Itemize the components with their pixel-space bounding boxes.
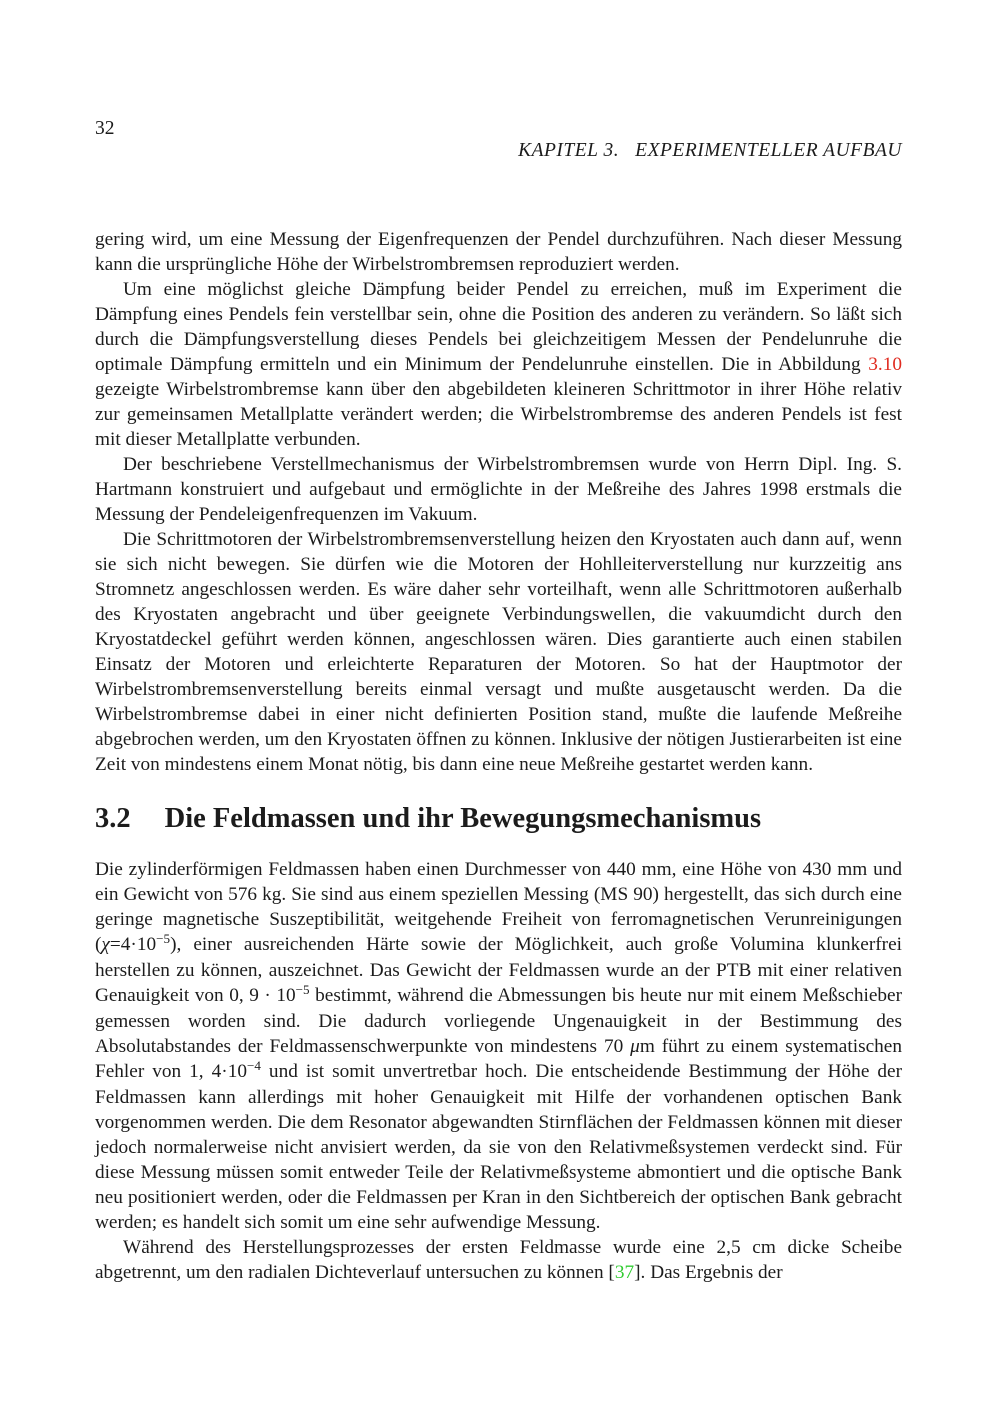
paragraph (95, 227, 902, 277)
superscript-exponent: −5 (295, 981, 310, 997)
paragraph (95, 857, 902, 1235)
text-run: Der beschriebene Verstellmechanismus der Wirbelstrombremsen wurde von Herrn Dipl. Ing. S. Hartmann konstruiert und aufgebaut und ermöglichte in der Meßreihe des Jahres 1998 erstmals die Messung der Pendeleigenfrequenzen im Vakuum. (95, 454, 902, 525)
section-heading (95, 801, 902, 837)
paragraph (95, 527, 902, 777)
text-run: Um eine möglichst gleiche Dämpfung beider Pendel zu erreichen, muß im Experiment die Dämpfung eines Pendels fein verstellbar sein, ohne die Position des anderen zu verändern. So läßt sich durch die Dämpfungsverstellung dieses Pendels bei gleichzeitigem Messen der Pendelunruhe die optimale Dämpfung ermitteln und ein Minimum der Pendelunruhe einstellen. Die in Abbildung (95, 279, 902, 375)
text-run: Die Schrittmotoren der Wirbelstrombremsenverstellung heizen den Kryostaten auch dann auf, wenn sie sich nicht bewegen. Sie dürfen wie die Motoren der Hohlleiterverstellung nur kurzzeitig ans Stromnetz angeschlossen werden. Es wäre daher sehr vorteilhaft, wenn alle Schrittmotoren außerhalb des Kryostaten angebracht und über geeignete Verbindungswellen, die vakuumdicht durch den Kryostatdeckel geführt werden können, angeschlossen wären. Dies garantierte auch einen stabilen Einsatz der Motoren und erleichterte Reparaturen der Motoren. So hat der Hauptmotor der Wirbelstrombremsenverstellung bereits einmal versagt und mußte ausgetauscht werden. Da die Wirbelstrombremse dabei in einer nicht definierten Position stand, mußte die laufende Meßreihe abgebrochen werden, um den Kryostaten öffnen zu können. Inklusive der nötigen Justierarbeiten ist eine Zeit von mindestens einem Monat nötig, bis dann eine neue Meßreihe gestartet werden kann. (95, 529, 902, 775)
text-run: Die zylinderförmigen Feldmassen haben einen Durchmesser von 440 mm, eine Höhe von 430 mm und ein Gewicht von 576 kg. Sie sind aus einem speziellen Messing (MS 90) hergestellt, das sich durch eine geringe magnetische Suszeptibilität, weitgehende Freiheit von ferromagnetischen Verunreinigungen ( (95, 859, 902, 955)
math-variable: μ (630, 1036, 640, 1057)
text-run: ]. Das Ergebnis der (634, 1262, 783, 1283)
text-run: Während des Herstellungsprozesses der ersten Feldmasse wurde eine 2,5 cm dicke Scheibe abgetrennt, um den radialen Dichteverlauf untersuchen zu können [ (95, 1237, 902, 1283)
text-run: bestimmt, während die Abmessungen bis heute nur mit einem Meßschieber gemessen worden sind. Die dadurch vorliegende Ungenauigkeit in der Bestimmung des Absolutabstandes der Feldmassenschwerpunkte von mindestens 70 (95, 985, 903, 1057)
paragraph (95, 277, 902, 452)
math-variable: χ (101, 934, 110, 955)
paragraph-group-top (95, 227, 902, 777)
section-number: 3.2 (95, 803, 131, 834)
text-run: und ist somit unvertretbar hoch. Die entscheidende Bestimmung der Höhe der Feldmassen kann allerdings mit hoher Genauigkeit mit Hilfe der vorhandenen optischen Bank vorgenommen werden. Die dem Resonator abgewandten Stirnflächen der Feldmassen können mit dieser jedoch normalerweise nicht anvisiert werden, da sie von den Relativmeßsystemen verdeckt sind. Für diese Messung müssen somit entweder Teile der Relativmeßsysteme abmontiert und die optische Bank neu positioniert werden, oder die Feldmassen per Kran in den Sichtbereich der optischen Bank gebracht werden; es handelt sich somit um eine sehr aufwendige Messung. (95, 1061, 903, 1233)
citation-link[interactable]: 37 (614, 1262, 635, 1283)
text-run: m führt zu einem systematischen Fehler von 1, 4·10 (95, 1036, 902, 1082)
page-body (95, 227, 902, 1285)
running-head-chapter (486, 118, 902, 184)
paragraph (95, 452, 902, 527)
running-head (95, 118, 902, 184)
superscript-exponent: −4 (246, 1057, 261, 1073)
text-run: gezeigte Wirbelstrombremse kann über den abgebildeten kleineren Schrittmotor in ihrer Höhe relativ zur gemeinsamen Metallplatte verändert werden; die Wirbelstrombremse des anderen Pendels ist fest mit dieser Metallplatte verbunden. (95, 379, 902, 450)
chapter-number-label: KAPITEL 3. (518, 140, 620, 161)
figure-reference-link[interactable]: 3.10 (868, 354, 902, 375)
paragraph (95, 1235, 902, 1285)
text-run: gering wird, um eine Messung der Eigenfrequenzen der Pendel durchzuführen. Nach dieser Messung kann die ursprüngliche Höhe der Wirbelstrombremsen reproduziert werden. (95, 229, 902, 275)
section-title: Die Feldmassen und ihr Bewegungsmechanismus (164, 803, 762, 834)
text-run: ), einer ausreichenden Härte sowie der Möglichkeit, auch große Volumina klunkerfrei herstellen zu können, auszeichnet. Das Gewicht der Feldmassen wurde an der PTB mit einer relativen Genauigkeit von 0, 9 · 10 (95, 934, 902, 1006)
paragraph-group-bottom (95, 857, 902, 1285)
superscript-exponent: −5 (156, 930, 171, 946)
text-run: =4·10 (109, 934, 157, 955)
page-number: 32 (95, 118, 115, 139)
chapter-title-label: EXPERIMENTELLER AUFBAU (635, 140, 902, 161)
